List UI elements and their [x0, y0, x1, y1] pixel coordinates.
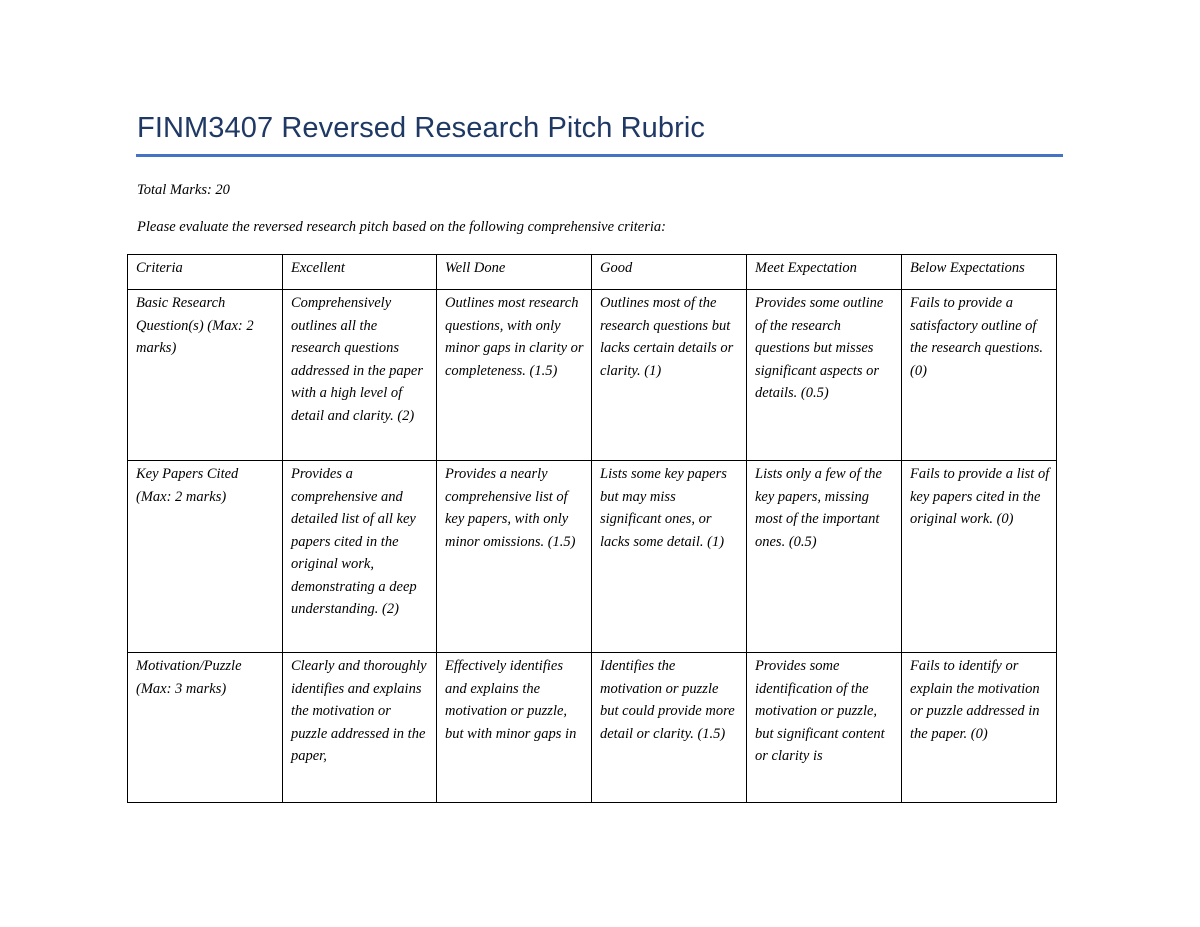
header-good: Good [592, 255, 747, 290]
cell-meet-expectation: Provides some identification of the motivation or puzzle, but significant content or clarity is [747, 653, 902, 803]
cell-good: Lists some key papers but may miss significant ones, or lacks some detail. (1) [592, 461, 747, 653]
table-row [128, 653, 1057, 803]
cell-excellent: Clearly and thoroughly identifies and explains the motivation or puzzle addressed in the paper, [283, 653, 437, 803]
table-header-row [128, 255, 1057, 290]
cell-criteria: Key Papers Cited (Max: 2 marks) [128, 461, 283, 653]
header-below-expectations: Below Expectations [902, 255, 1057, 290]
header-excellent: Excellent [283, 255, 437, 290]
title-underline [136, 154, 1063, 157]
header-well-done: Well Done [437, 255, 592, 290]
cell-criteria: Motivation/Puzzle (Max: 3 marks) [128, 653, 283, 803]
rubric-table [127, 254, 1057, 803]
table-row [128, 461, 1057, 653]
header-meet-expectation: Meet Expectation [747, 255, 902, 290]
cell-excellent: Comprehensively outlines all the research questions addressed in the paper with a high level of detail and clarity. (2) [283, 290, 437, 461]
page-title: FINM3407 Reversed Research Pitch Rubric [137, 112, 706, 144]
table-row [128, 290, 1057, 461]
cell-well-done: Effectively identifies and explains the motivation or puzzle, but with minor gaps in [437, 653, 592, 803]
total-marks: Total Marks: 20 [137, 182, 230, 198]
cell-below-expectations: Fails to provide a list of key papers cited in the original work. (0) [902, 461, 1057, 653]
cell-below-expectations: Fails to identify or explain the motivation or puzzle addressed in the paper. (0) [902, 653, 1057, 803]
cell-below-expectations: Fails to provide a satisfactory outline of the research questions. (0) [902, 290, 1057, 461]
cell-criteria: Basic Research Question(s) (Max: 2 marks) [128, 290, 283, 461]
header-criteria: Criteria [128, 255, 283, 290]
cell-good: Identifies the motivation or puzzle but could provide more detail or clarity. (1.5) [592, 653, 747, 803]
cell-excellent: Provides a comprehensive and detailed list of all key papers cited in the original work, demonstrating a deep understanding. (2) [283, 461, 437, 653]
cell-meet-expectation: Lists only a few of the key papers, missing most of the important ones. (0.5) [747, 461, 902, 653]
cell-meet-expectation: Provides some outline of the research questions but misses significant aspects or details. (0.5) [747, 290, 902, 461]
intro-text: Please evaluate the reversed research pitch based on the following comprehensive criteria: [137, 219, 666, 235]
cell-well-done: Outlines most research questions, with only minor gaps in clarity or completeness. (1.5) [437, 290, 592, 461]
cell-well-done: Provides a nearly comprehensive list of key papers, with only minor omissions. (1.5) [437, 461, 592, 653]
cell-good: Outlines most of the research questions but lacks certain details or clarity. (1) [592, 290, 747, 461]
